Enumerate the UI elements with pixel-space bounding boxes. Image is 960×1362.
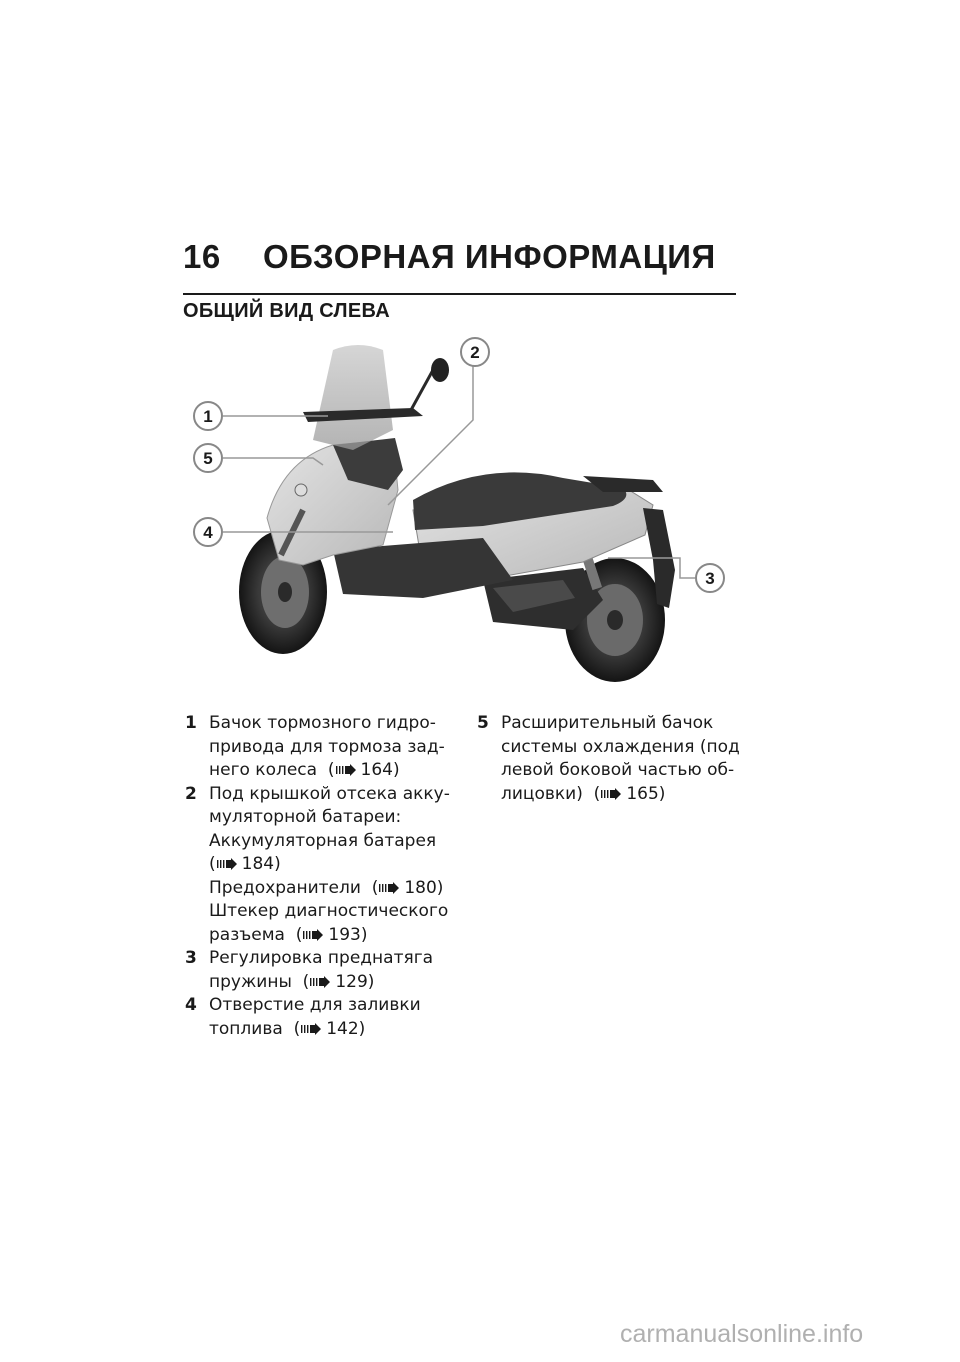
section-title: ОБЩИЙ ВИД СЛЕВА [183,300,390,322]
legend-line [209,924,453,948]
legend-line [209,759,453,783]
callout-4 [194,518,222,546]
legend-line-text: разъема [209,924,285,945]
page-reference[interactable] [583,784,666,804]
page-ref-open-paren: ( [284,924,303,945]
legend-line-text: Под крышкой отсека акку- [209,783,450,804]
legend-line-text: Бачок тормозного гидро- [209,713,436,733]
page-reference[interactable] [317,760,400,780]
header-rule [183,293,736,295]
legend-line [209,877,453,901]
legend-item [183,947,453,994]
svg-text:5: 5 [203,449,213,468]
scooter-illustration [183,330,736,690]
page-ref-open-paren: ( [282,1018,301,1039]
legend-item [183,994,453,1041]
legend-line [209,1018,453,1042]
legend-text [209,783,453,948]
legend-line [501,783,745,807]
legend-line-text: Предохранители [209,877,361,898]
legend-text [501,712,745,806]
legend-line [209,853,453,877]
legend-line-text: пружины [209,971,292,992]
page-reference[interactable] [285,925,368,945]
legend-column-right [475,712,745,806]
callout-2 [461,338,489,366]
page-reference[interactable] [283,1019,366,1039]
page-reference[interactable] [292,972,375,992]
legend-item [475,712,745,806]
page-ref-arrow-icon [335,764,357,776]
page-ref-number: 184) [241,854,281,874]
legend-line [501,736,745,760]
page-ref-arrow-icon [216,858,238,870]
legend-line [209,736,453,760]
legend-line-text: Регулировка преднатяга [209,948,434,968]
legend-line-text: Отверстие для заливки [209,995,421,1015]
legend-line [209,712,453,736]
legend-text [209,712,453,783]
page-ref-open-paren: ( [317,760,335,780]
legend-line-text: него колеса [209,760,318,780]
page-ref-arrow-icon [309,976,331,988]
page-ref-number: 193) [328,924,368,945]
legend-item [183,712,453,783]
legend-line [209,806,453,830]
legend-column-left [183,712,453,1041]
legend-line [209,830,453,854]
page-ref-number: 164) [360,760,400,780]
legend-number: 5 [477,713,489,733]
legend-number: 4 [185,995,197,1015]
legend-line-text: лицовки) [501,783,583,804]
svg-text:4: 4 [203,523,213,542]
page-ref-open-paren: ( [360,877,379,898]
legend-line-text: левой боковой частью об- [501,760,735,780]
legend-line-text: системы охлаждения (под [501,736,740,757]
legend-line-text: Штекер диагностического [209,901,449,921]
legend-line-text: Расширительный бачок [501,713,714,733]
chapter-title: ОБЗОРНАЯ ИНФОРМАЦИЯ [263,238,716,275]
legend-line [501,759,745,783]
legend-line [209,783,453,807]
callout-3 [696,564,724,592]
legend-item [183,783,453,948]
legend-line-text: привода для тормоза зад- [209,736,445,757]
page-ref-arrow-icon [302,929,324,941]
legend-number: 3 [185,948,197,968]
legend-line [209,994,453,1018]
page-ref-open-paren: ( [582,783,601,804]
page-number: 16 [183,238,221,275]
page-ref-number: 180) [404,877,444,898]
page-ref-arrow-icon [600,788,622,800]
page-ref-arrow-icon [378,882,400,894]
callout-5 [194,444,222,472]
page-ref-open-paren: ( [209,854,216,874]
watermark: carmanualsonline.info [620,1320,864,1348]
page-reference[interactable] [361,878,444,898]
legend-line [501,712,745,736]
legend-line [209,971,453,995]
svg-text:3: 3 [705,569,715,588]
page-ref-arrow-icon [300,1023,322,1035]
callout-1 [194,402,222,430]
legend-line [209,947,453,971]
legend-number: 1 [185,713,197,733]
page-ref-number: 165) [626,783,666,804]
svg-text:1: 1 [203,407,213,426]
chapter-header [183,238,735,276]
legend-number: 2 [185,783,197,804]
page-ref-number: 129) [335,971,375,992]
page-reference[interactable] [209,854,281,874]
legend-text [209,947,453,994]
legend-line-text: топлива [209,1018,283,1039]
legend-line [209,900,453,924]
page-ref-number: 142) [326,1018,366,1039]
legend-line-text: Аккумуляторная батарея [209,830,437,851]
legend-line-text: муляторной батареи: [209,807,402,827]
legend-text [209,994,453,1041]
page-ref-open-paren: ( [291,971,310,992]
svg-text:2: 2 [470,343,480,362]
